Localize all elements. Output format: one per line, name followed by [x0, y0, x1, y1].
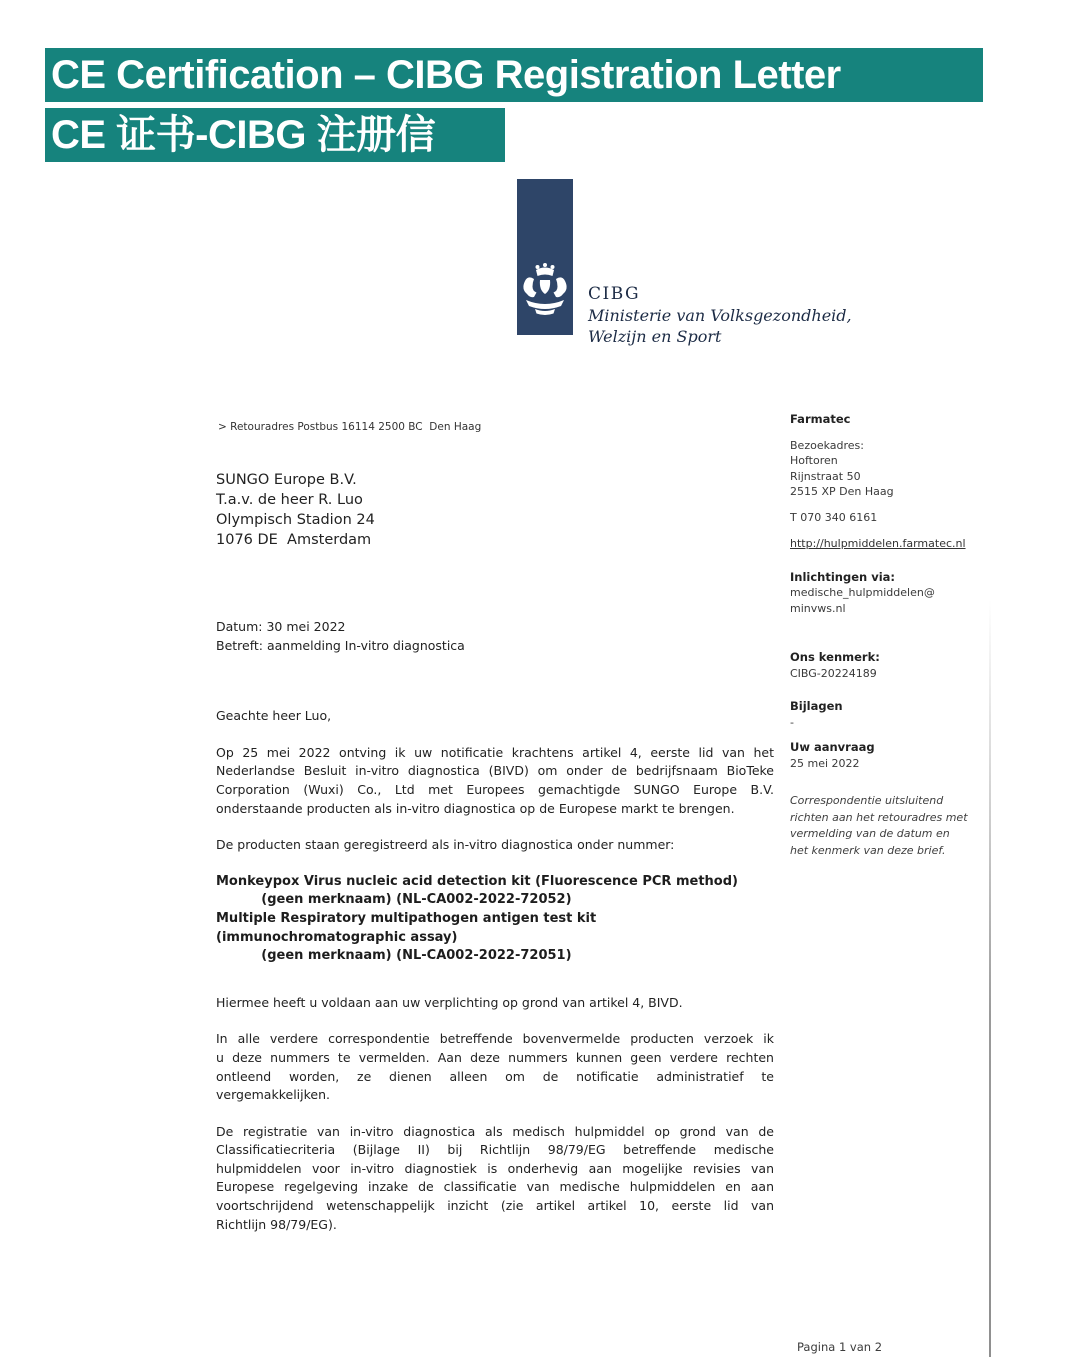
paragraph-registration-revisions: De registratie van in-vitro diagnostica als medisch hulpmiddel op grond van de Classificatiecriteria (Bijlage II) bij Richtlijn 98/79/EG betreffende medische hulpmiddelen voor in-vitro diagnostiek is onderhevig aan mogelijke revisies van Europese regelgeving inzake de classificatie van medische hulpmiddelen en aan voortschrijdend wetenschappelijk inzicht (zie artikel artikel 10, eerste lid van Richtlijn 98/79/EG).: [216, 1123, 774, 1232]
reference-label: Ons kenmerk:: [790, 650, 880, 664]
inquiries-label: Inlichtingen via:: [790, 569, 895, 584]
dutch-coat-of-arms-icon: [520, 263, 570, 325]
cibg-logo-flag: [517, 179, 573, 335]
logo-ministry-line2: Welzijn en Sport: [588, 327, 722, 346]
sidebar-contact-info: [790, 412, 985, 859]
salutation: Geachte heer Luo,: [216, 708, 332, 724]
date-line: Datum: 30 mei 2022: [216, 619, 346, 634]
request-label: Uw aanvraag: [790, 740, 875, 754]
phone-number: T 070 340 6161: [790, 510, 878, 524]
letter-body: [216, 618, 774, 1234]
paragraph-correspondence-numbers: In alle verdere correspondentie betreffende bovenvermelde producten verzoek ik u deze nummers te vermelden. Aan deze nummers kunnen geen verdere rechten ontleend worden, ze dienen alleen om de notificatie administratief te vergemakkelijken.: [216, 1031, 774, 1103]
title-english: CE Certification – CIBG Registration Letter: [51, 53, 841, 97]
website-link[interactable]: http://hulpmiddelen.farmatec.nl: [790, 537, 966, 550]
visit-address-lines: Hoftoren Rijnstraat 50 2515 XP Den Haag: [790, 454, 894, 498]
registered-products-list: Monkeypox Virus nucleic acid detection kit (Fluorescence PCR method) (geen merknaam) (NL-CA002-2022-72052) Multiple Respiratory multipathogen antigen test kit (immunochromatographic assay) (geen merknaam) (NL-CA002-2022-72051): [216, 873, 738, 964]
subject-line: Betreft: aanmelding In-vitro diagnostica: [216, 637, 465, 653]
title-banner-english: [45, 48, 983, 102]
logo-ministry-line1: Ministerie van Volksgezondheid,: [588, 306, 852, 325]
correspondence-note: Correspondentie uitsluitend richten aan het retouradres met vermelding van de datum en het kenmerk van deze brief.: [790, 794, 968, 857]
title-chinese: CE 证书-CIBG 注册信: [51, 113, 436, 157]
paragraph-obligation: Hiermee heeft u voldaan aan uw verplichting op grond van artikel 4, BIVD.: [216, 994, 683, 1010]
return-address-line: > Retouradres Postbus 16114 2500 BC Den Haag: [218, 421, 482, 433]
recipient-address-block: SUNGO Europe B.V. T.a.v. de heer R. Luo Olympisch Stadion 24 1076 DE Amsterdam: [216, 472, 375, 548]
visit-address-label: Bezoekadres:: [790, 438, 864, 452]
sidebar-department: Farmatec: [790, 412, 851, 426]
reference-number: CIBG-20224189: [790, 666, 877, 680]
cibg-logo-text: [588, 284, 852, 347]
scan-artifact-line: [989, 600, 991, 1357]
paragraph-notification: Op 25 mei 2022 ontving ik uw notificatie krachtens artikel 4, eerste lid van het Nederlandse Besluit in-vitro diagnostica (BIVD) om onder de bedrijfsnaam BioTeke Corporation (Wuxi) Co., Ltd met Europees gemachtigde SUNGO Europe B.V. onderstaande producten als in-vitro diagnostica op de Europese markt te brengen.: [216, 744, 774, 816]
paragraph-registered-intro: De producten staan geregistreerd als in-vitro diagnostica onder nummer:: [216, 837, 675, 853]
request-date: 25 mei 2022: [790, 756, 860, 770]
logo-org-name: CIBG: [588, 284, 641, 304]
page-number: Pagina 1 van 2: [797, 1340, 883, 1354]
title-banner-chinese: [45, 108, 505, 162]
attachments-value: -: [790, 715, 794, 729]
attachments-label: Bijlagen: [790, 699, 843, 713]
inquiries-email-lines: medische_hulpmiddelen@ minvws.nl: [790, 586, 935, 615]
